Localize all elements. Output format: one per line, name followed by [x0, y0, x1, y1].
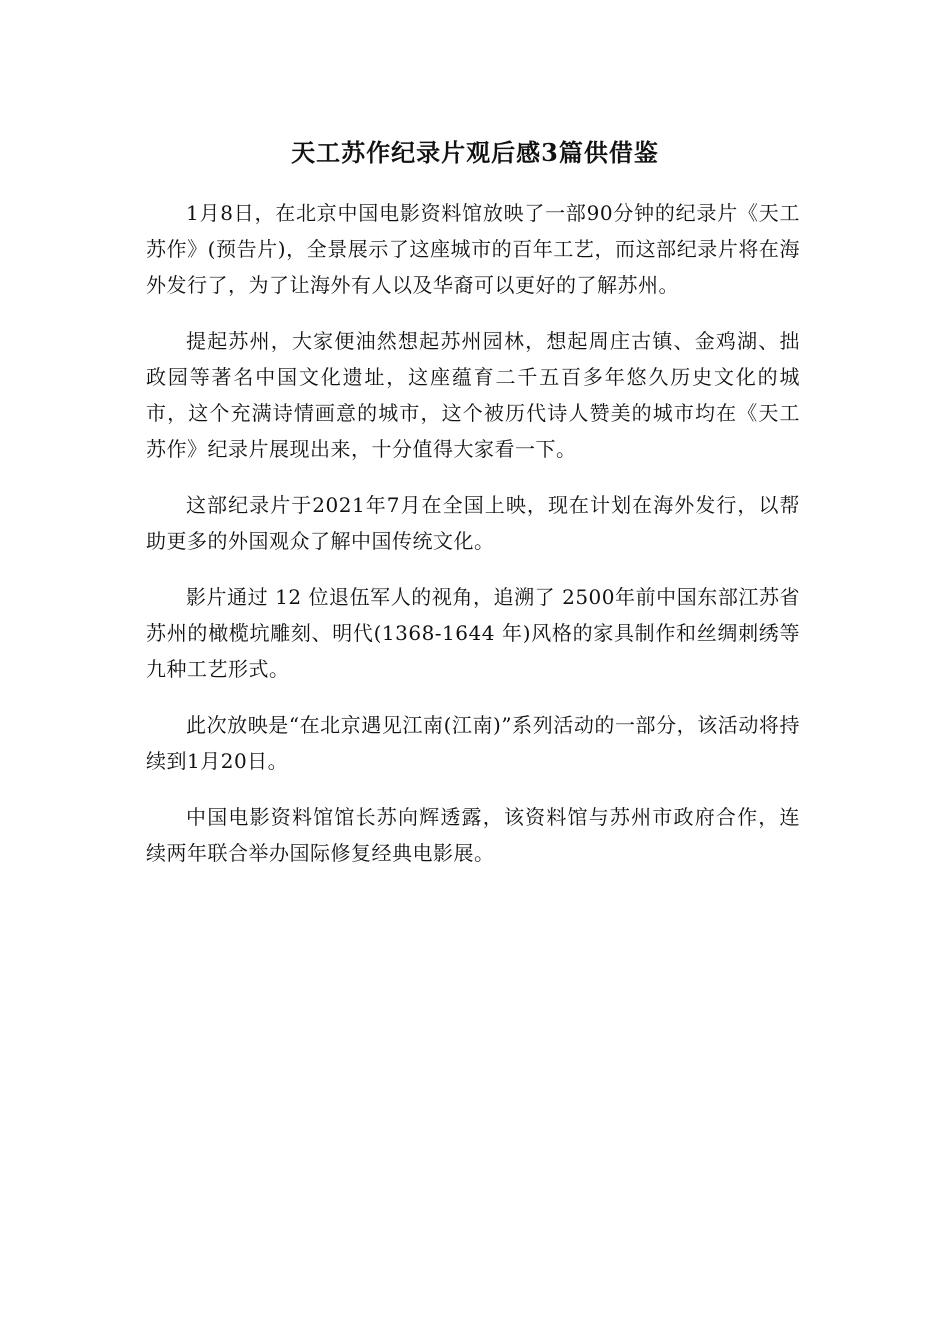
- paragraph-1: 1月8日，在北京中国电影资料馆放映了一部90分钟的纪录片《天工苏作》(预告片)，全景展示了这座城市的百年工艺，而这部纪录片将在海外发行了，为了让海外有人以及华裔可以更好的了解苏州。: [146, 201, 800, 297]
- paragraph-3: 这部纪录片于2021年7月在全国上映，现在计划在海外发行，以帮助更多的外国观众了解中国传统文化。: [146, 493, 800, 553]
- paragraph-6: 中国电影资料馆馆长苏向辉透露，该资料馆与苏州市政府合作，连续两年联合举办国际修复经典电影展。: [146, 805, 800, 865]
- document-title: 天工苏作纪录片观后感3篇供借鉴: [291, 138, 659, 167]
- document-body: [146, 195, 800, 891]
- paragraph-5: 此次放映是“在北京遇见江南(江南)”系列活动的一部分，该活动将持续到1月20日。: [146, 713, 800, 773]
- paragraph-2: 提起苏州，大家便油然想起苏州园林，想起周庄古镇、金鸡湖、拙政园等著名中国文化遗址，这座蕴育二千五百多年悠久历史文化的城市，这个充满诗情画意的城市，这个被历代诗人赞美的城市均在《天工苏作》纪录片展现出来，十分值得大家看一下。: [146, 329, 800, 461]
- paragraph-4: 影片通过 12 位退伍军人的视角，追溯了 2500年前中国东部江苏省苏州的橄榄坑雕刻、明代(1368-1644 年)风格的家具制作和丝绸刺绣等九种工艺形式。: [146, 585, 800, 681]
